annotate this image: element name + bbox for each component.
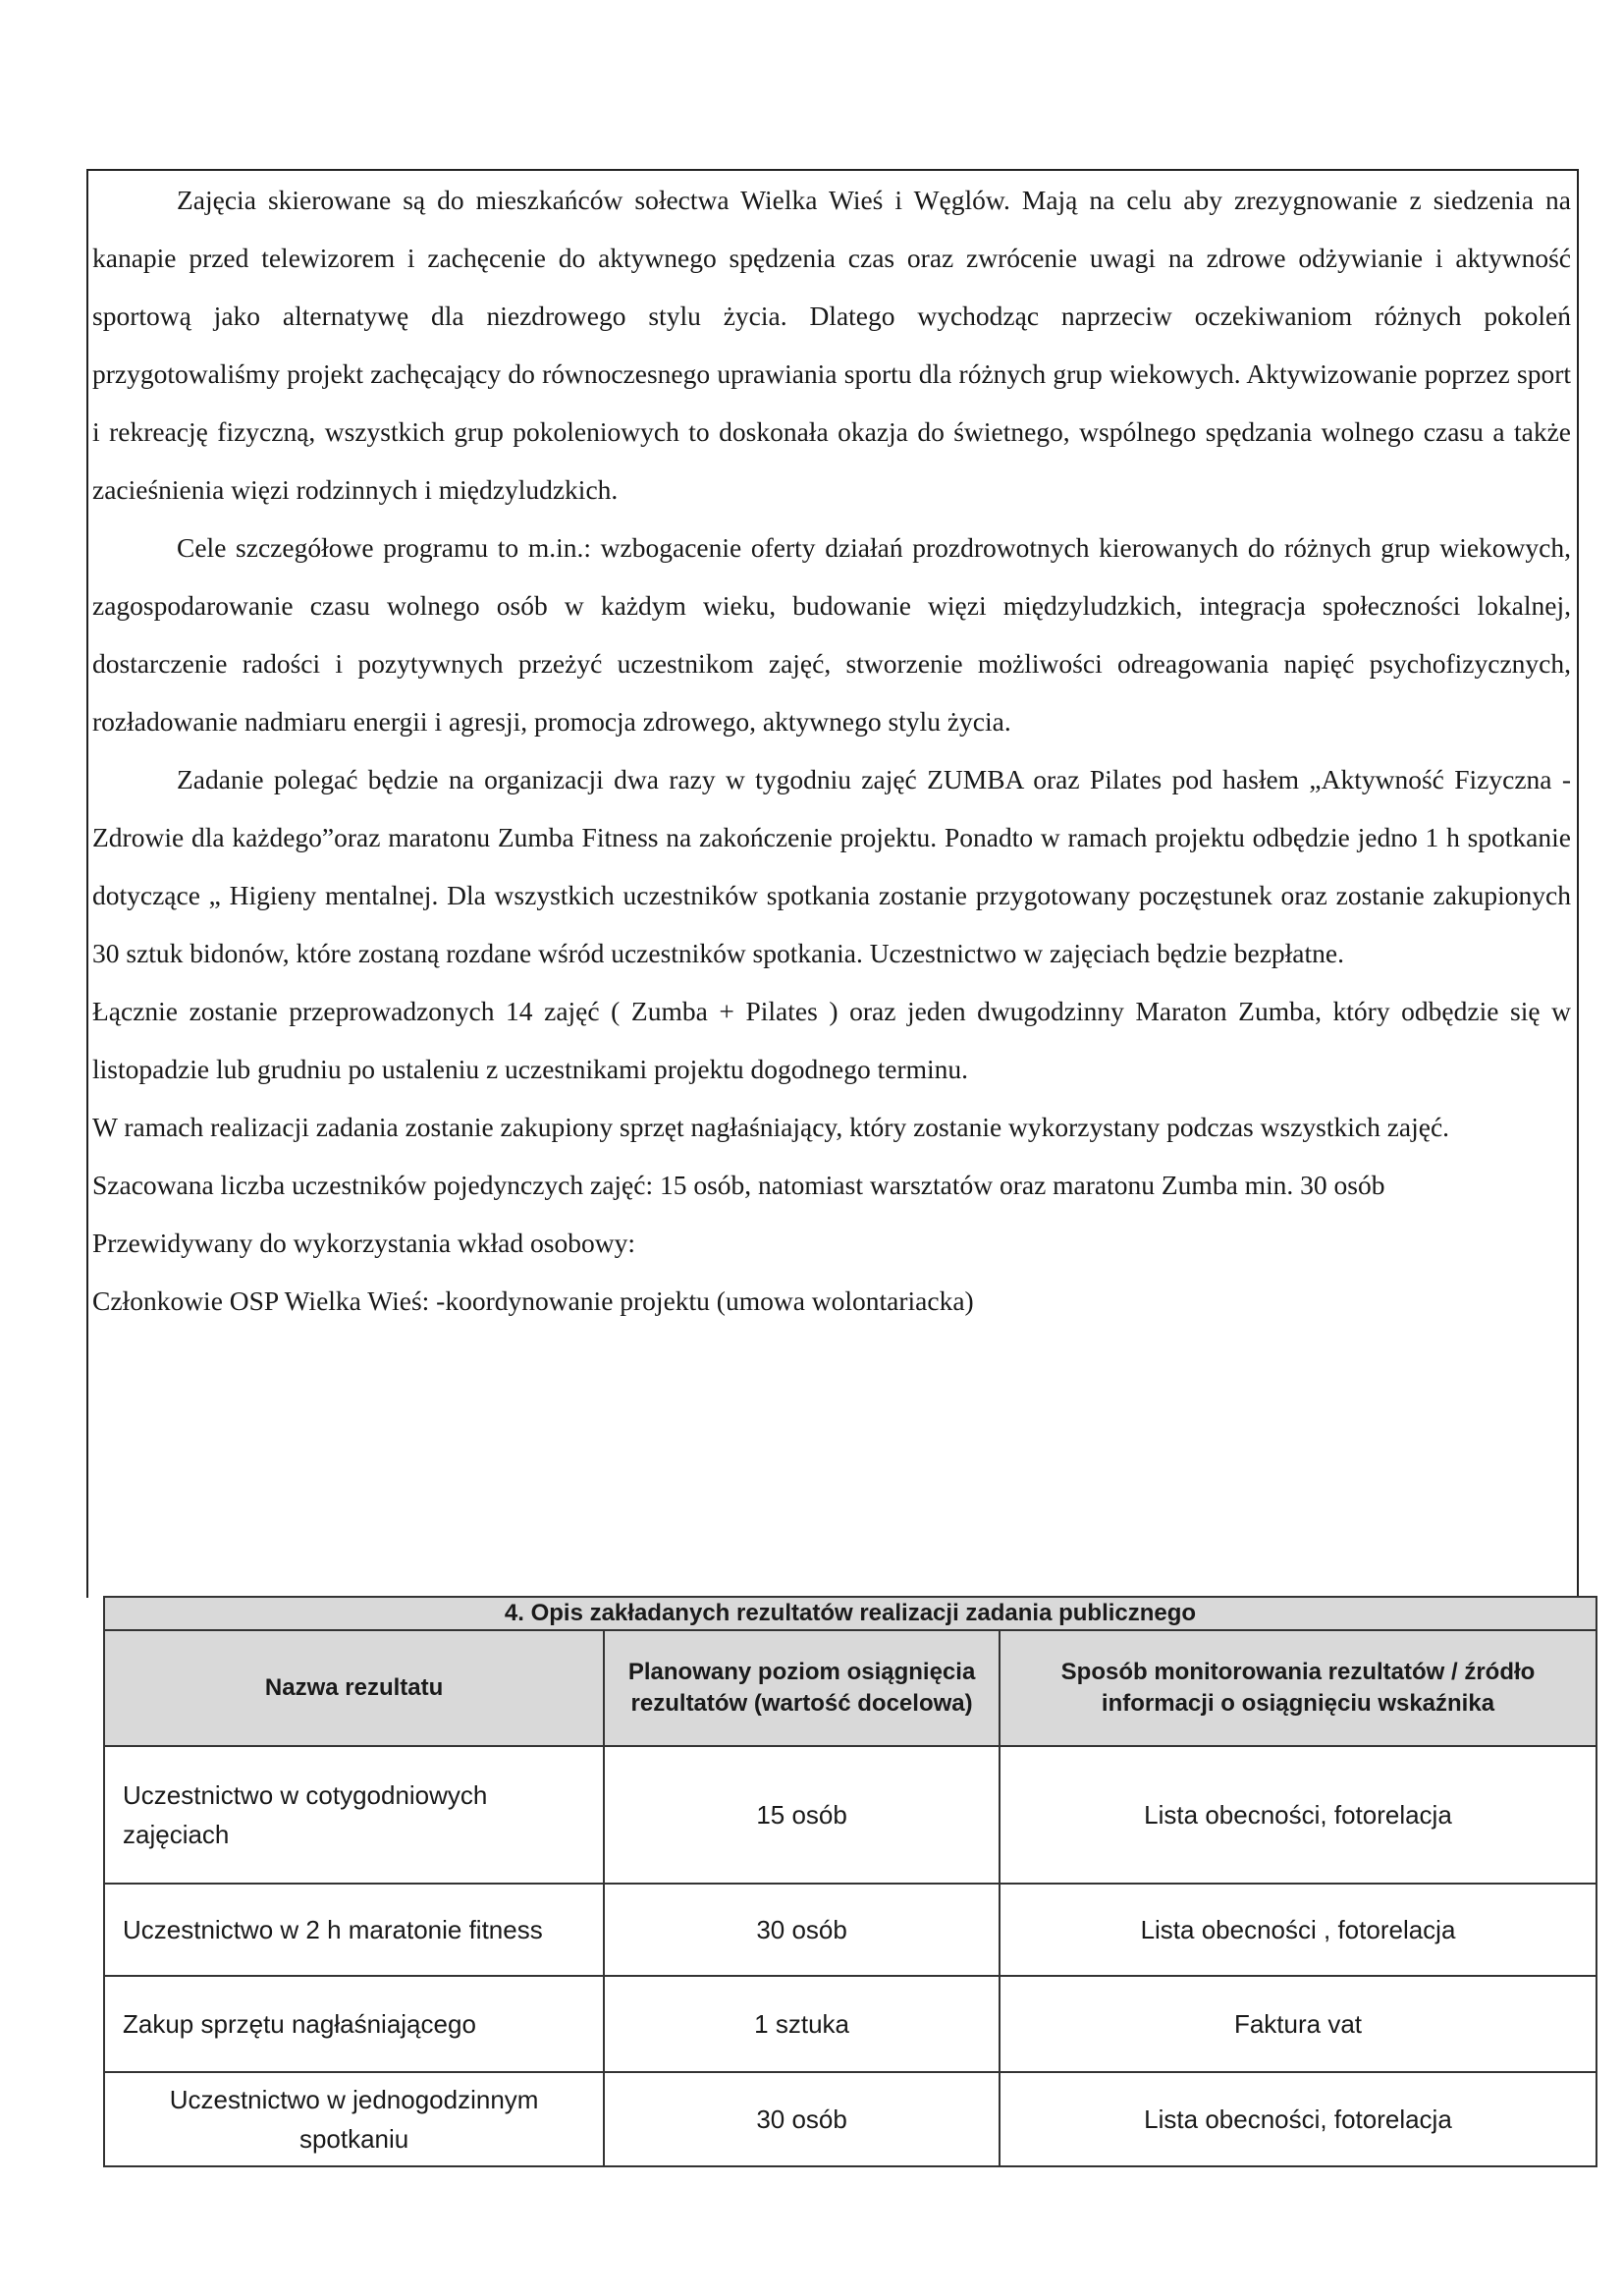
column-header-planned-level: Planowany poziom osiągnięcia rezultatów (wartość docelowa) xyxy=(604,1630,1000,1746)
planned-level-cell: 30 osób xyxy=(604,1884,1000,1976)
table-header-row xyxy=(104,1630,1596,1746)
paragraph-task-description: Zadanie polegać będzie na organizacji dwa razy w tygodniu zajęć ZUMBA oraz Pilates pod hasłem „Aktywność Fizyczna - Zdrowie dla każdego”oraz maratonu Zumba Fitness na zakończenie projektu. Ponadto w ramach projektu odbędzie jedno 1 h spotkanie dotyczące „ Higieny mentalnej. Dla wszystkich uczestników spotkania zostanie przygotowany poczęstunek oraz zostanie zakupionych 30 sztuk bidonów, które zostaną rozdane wśród uczestników spotkania. Uczestnictwo w zajęciach będzie bezpłatne. xyxy=(92,764,1571,968)
paragraph-personal-contribution: Przewidywany do wykorzystania wkład osobowy: xyxy=(92,1228,635,1258)
result-name-cell: Zakup sprzętu nagłaśniającego xyxy=(104,1976,604,2072)
result-name-cell: Uczestnictwo w jednogodzinnym spotkaniu xyxy=(104,2072,604,2166)
paragraph-osp-members: Członkowie OSP Wielka Wieś: -koordynowanie projektu (umowa wolontariacka) xyxy=(92,1285,974,1316)
column-header-result-name: Nazwa rezultatu xyxy=(104,1630,604,1746)
planned-level-cell: 30 osób xyxy=(604,2072,1000,2166)
section-title: 4. Opis zakładanych rezultatów realizacji zadania publicznego xyxy=(104,1597,1596,1630)
planned-level-cell: 1 sztuka xyxy=(604,1976,1000,2072)
project-description-box xyxy=(86,169,1579,1598)
paragraph-equipment: W ramach realizacji zadania zostanie zakupiony sprzęt nagłaśniający, który zostanie wykorzystany podczas wszystkich zajęć. xyxy=(92,1112,1450,1142)
result-name-cell: Uczestnictwo w cotygodniowych zajęciach xyxy=(104,1746,604,1884)
results-table-section xyxy=(103,1596,1597,2167)
paragraph-detailed-goals: Cele szczegółowe programu to m.in.: wzbogacenie oferty działań prozdrowotnych kierowanych do różnych grup wiekowych, zagospodarowanie czasu wolnego osób w każdym wieku, budowanie więzi międzyludzkich, integracja społeczności lokalnej, dostarczenie radości i pozytywnych przeżyć uczestnikom zajęć, stworzenie możliwości odreagowania napięć psychofizycznych, rozładowanie nadmiaru energii i agresji, promocja zdrowego, aktywnego stylu życia. xyxy=(92,532,1571,737)
planned-level-cell: 15 osób xyxy=(604,1746,1000,1884)
paragraph-classes-count: Łącznie zostanie przeprowadzonych 14 zajęć ( Zumba + Pilates ) oraz jeden dwugodzinny Maraton Zumba, który odbędzie się w listopadzie lub grudniu po ustaleniu z uczestnikami projektu dogodnego terminu. xyxy=(92,996,1571,1084)
monitoring-method-cell: Faktura vat xyxy=(1000,1976,1596,2072)
monitoring-method-cell: Lista obecności , fotorelacja xyxy=(1000,1884,1596,1976)
paragraph-participants-estimate: Szacowana liczba uczestników pojedynczych zajęć: 15 osób, natomiast warsztatów oraz maratonu Zumba min. 30 osób xyxy=(92,1170,1385,1200)
table-row xyxy=(104,2072,1596,2166)
table-row xyxy=(104,1746,1596,1884)
results-table xyxy=(103,1596,1597,2167)
paragraph-target-group: Zajęcia skierowane są do mieszkańców sołectwa Wielka Wieś i Węglów. Mają na celu aby zrezygnowanie z siedzenia na kanapie przed telewizorem i zachęcenie do aktywnego spędzenia czas oraz zwrócenie uwagi na zdrowe odżywianie i aktywność sportową jako alternatywę dla niezdrowego stylu życia. Dlatego wychodząc naprzeciw oczekiwaniom różnych pokoleń przygotowaliśmy projekt zachęcający do równoczesnego uprawiania sportu dla różnych grup wiekowych. Aktywizowanie poprzez sport i rekreację fizyczną, wszystkich grup pokoleniowych to doskonała okazja do świetnego, wspólnego spędzania wolnego czasu a także zacieśnienia więzi rodzinnych i międzyludzkich. xyxy=(92,185,1571,505)
table-row xyxy=(104,1884,1596,1976)
monitoring-method-cell: Lista obecności, fotorelacja xyxy=(1000,2072,1596,2166)
monitoring-method-cell: Lista obecności, fotorelacja xyxy=(1000,1746,1596,1884)
result-name-cell: Uczestnictwo w 2 h maratonie fitness xyxy=(104,1884,604,1976)
table-row xyxy=(104,1976,1596,2072)
column-header-monitoring-method: Sposób monitorowania rezultatów / źródło informacji o osiągnięciu wskaźnika xyxy=(1000,1630,1596,1746)
